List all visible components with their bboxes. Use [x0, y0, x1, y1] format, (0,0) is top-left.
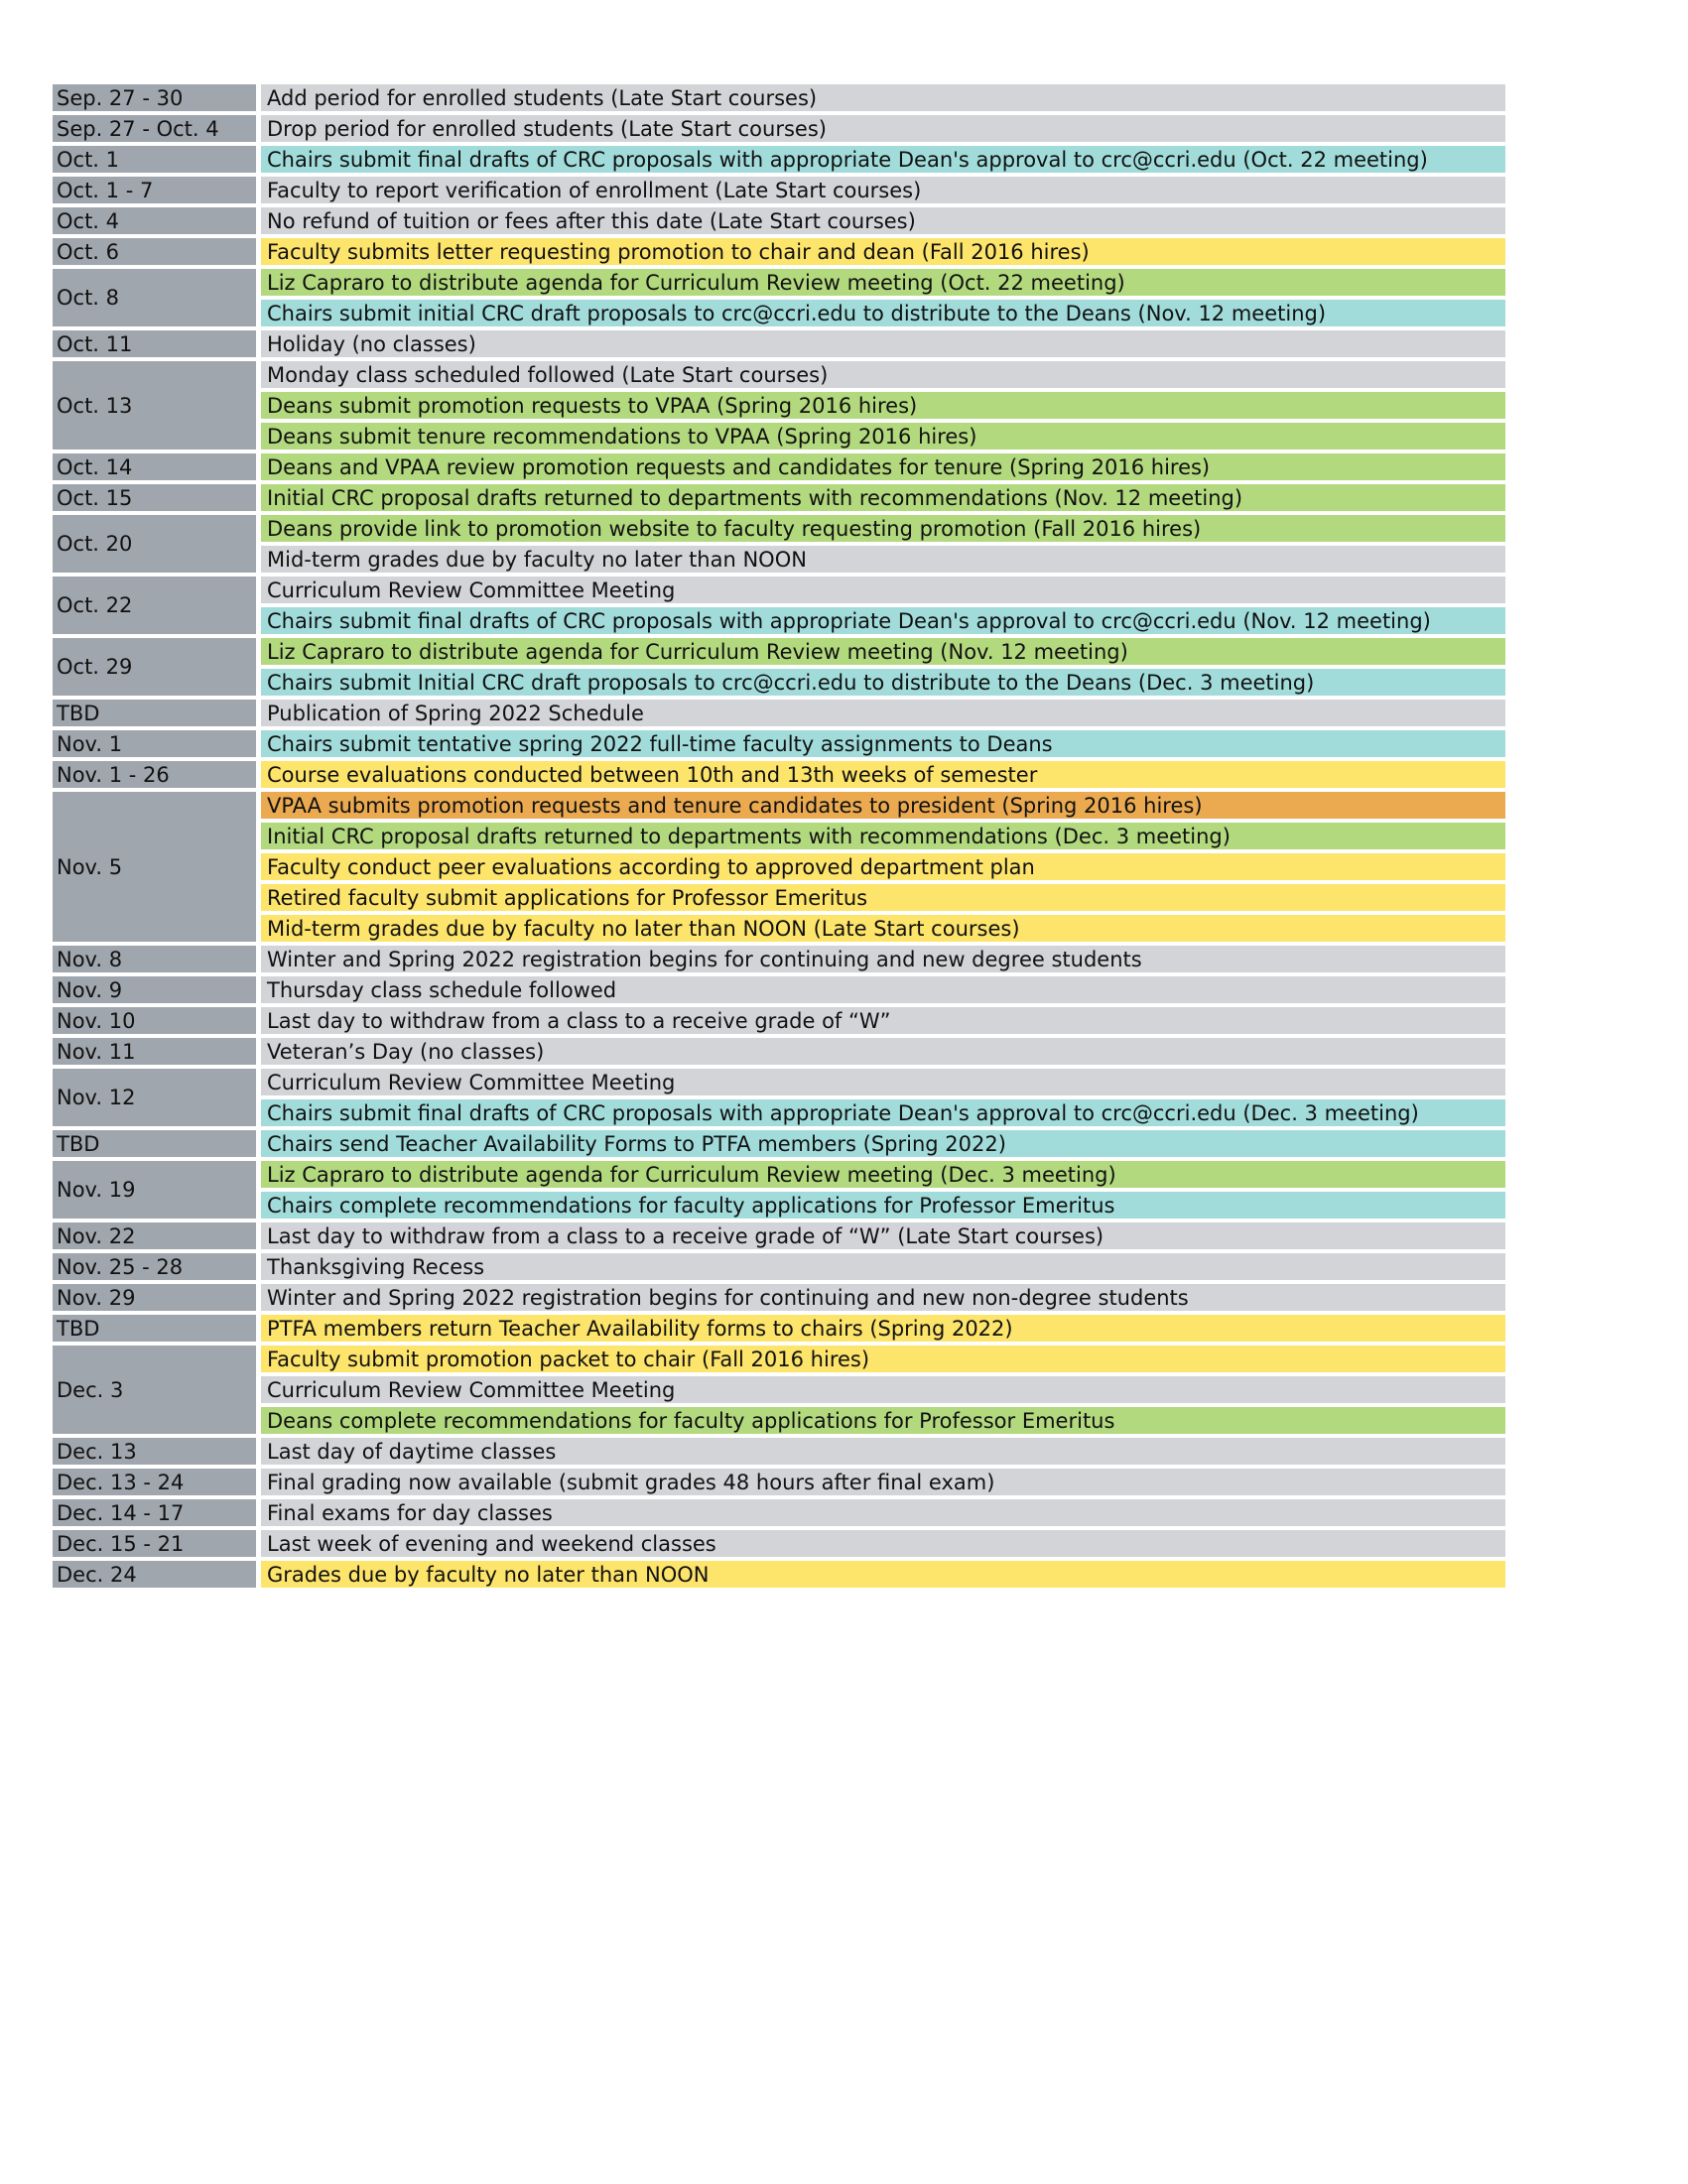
event-cell: Winter and Spring 2022 registration begins for continuing and new degree students — [261, 946, 1505, 976]
date-cell: Oct. 8 — [53, 269, 256, 330]
event-cell: Liz Capraro to distribute agenda for Curriculum Review meeting (Oct. 22 meeting) — [261, 269, 1505, 300]
calendar-row — [53, 177, 1505, 207]
calendar-row — [53, 792, 1505, 823]
calendar-row — [53, 669, 1505, 700]
event-cell: Retired faculty submit applications for Professor Emeritus — [261, 884, 1505, 915]
event-cell: Deans submit tenure recommendations to VPAA (Spring 2016 hires) — [261, 423, 1505, 453]
calendar-row — [53, 300, 1505, 330]
date-cell: Nov. 19 — [53, 1161, 256, 1222]
date-cell: Dec. 13 — [53, 1438, 256, 1469]
calendar-row — [53, 915, 1505, 946]
event-cell: Grades due by faculty no later than NOON — [261, 1561, 1505, 1592]
event-cell: Faculty conduct peer evaluations according to approved department plan — [261, 853, 1505, 884]
event-cell: Last week of evening and weekend classes — [261, 1530, 1505, 1561]
event-cell: PTFA members return Teacher Availability forms to chairs (Spring 2022) — [261, 1315, 1505, 1346]
event-cell: Mid-term grades due by faculty no later than NOON (Late Start courses) — [261, 915, 1505, 946]
calendar-row — [53, 946, 1505, 976]
date-cell: Nov. 22 — [53, 1222, 256, 1253]
calendar-row — [53, 853, 1505, 884]
calendar-row — [53, 1346, 1505, 1376]
calendar-row — [53, 330, 1505, 361]
event-cell: Curriculum Review Committee Meeting — [261, 1376, 1505, 1407]
event-cell: Liz Capraro to distribute agenda for Curriculum Review meeting (Nov. 12 meeting) — [261, 638, 1505, 669]
date-cell: Dec. 15 - 21 — [53, 1530, 256, 1561]
event-cell: Mid-term grades due by faculty no later than NOON — [261, 546, 1505, 577]
calendar-row — [53, 761, 1505, 792]
event-cell: Faculty submit promotion packet to chair (Fall 2016 hires) — [261, 1346, 1505, 1376]
date-cell: Dec. 3 — [53, 1346, 256, 1438]
calendar-row — [53, 1315, 1505, 1346]
calendar-row — [53, 515, 1505, 546]
calendar-row — [53, 976, 1505, 1007]
calendar-row — [53, 1438, 1505, 1469]
event-cell: Faculty to report verification of enrollment (Late Start courses) — [261, 177, 1505, 207]
date-cell: Dec. 24 — [53, 1561, 256, 1592]
event-cell: No refund of tuition or fees after this date (Late Start courses) — [261, 207, 1505, 238]
date-cell: Oct. 4 — [53, 207, 256, 238]
date-cell: Oct. 20 — [53, 515, 256, 577]
date-cell: Nov. 1 - 26 — [53, 761, 256, 792]
calendar-body — [53, 84, 1505, 1592]
calendar-row — [53, 207, 1505, 238]
calendar-row — [53, 730, 1505, 761]
date-cell: Dec. 14 - 17 — [53, 1499, 256, 1530]
date-cell: Nov. 1 — [53, 730, 256, 761]
date-cell: Nov. 5 — [53, 792, 256, 946]
event-cell: Last day of daytime classes — [261, 1438, 1505, 1469]
event-cell: Final grading now available (submit grades 48 hours after final exam) — [261, 1469, 1505, 1499]
calendar-row — [53, 884, 1505, 915]
calendar-row — [53, 1192, 1505, 1222]
date-cell: TBD — [53, 700, 256, 730]
date-cell: Oct. 6 — [53, 238, 256, 269]
event-cell: Curriculum Review Committee Meeting — [261, 1069, 1505, 1099]
event-cell: Publication of Spring 2022 Schedule — [261, 700, 1505, 730]
date-cell: Nov. 11 — [53, 1038, 256, 1069]
event-cell: Chairs submit final drafts of CRC proposals with appropriate Dean's approval to crc@ccri.edu (Oct. 22 meeting) — [261, 146, 1505, 177]
calendar-row — [53, 269, 1505, 300]
calendar-row — [53, 1530, 1505, 1561]
calendar-row — [53, 1069, 1505, 1099]
calendar-row — [53, 823, 1505, 853]
event-cell: Last day to withdraw from a class to a receive grade of “W” (Late Start courses) — [261, 1222, 1505, 1253]
event-cell: Add period for enrolled students (Late Start courses) — [261, 84, 1505, 115]
date-cell: TBD — [53, 1315, 256, 1346]
date-cell: Oct. 29 — [53, 638, 256, 700]
date-cell: Oct. 22 — [53, 577, 256, 638]
event-cell: Initial CRC proposal drafts returned to departments with recommendations (Nov. 12 meeting) — [261, 484, 1505, 515]
event-cell: Last day to withdraw from a class to a receive grade of “W” — [261, 1007, 1505, 1038]
calendar-row — [53, 423, 1505, 453]
event-cell: Deans and VPAA review promotion requests and candidates for tenure (Spring 2016 hires) — [261, 453, 1505, 484]
event-cell: Liz Capraro to distribute agenda for Curriculum Review meeting (Dec. 3 meeting) — [261, 1161, 1505, 1192]
event-cell: Holiday (no classes) — [261, 330, 1505, 361]
calendar-row — [53, 577, 1505, 607]
date-cell: Oct. 11 — [53, 330, 256, 361]
event-cell: Deans provide link to promotion website to faculty requesting promotion (Fall 2016 hires) — [261, 515, 1505, 546]
event-cell: Chairs submit initial CRC draft proposals to crc@ccri.edu to distribute to the Deans (Nov. 12 meeting) — [261, 300, 1505, 330]
calendar-row — [53, 1469, 1505, 1499]
date-cell: Oct. 14 — [53, 453, 256, 484]
calendar-row — [53, 1099, 1505, 1130]
event-cell: Final exams for day classes — [261, 1499, 1505, 1530]
event-cell: Chairs submit final drafts of CRC proposals with appropriate Dean's approval to crc@ccri.edu (Dec. 3 meeting) — [261, 1099, 1505, 1130]
event-cell: Course evaluations conducted between 10th and 13th weeks of semester — [261, 761, 1505, 792]
date-cell: Nov. 25 - 28 — [53, 1253, 256, 1284]
event-cell: Winter and Spring 2022 registration begins for continuing and new non-degree students — [261, 1284, 1505, 1315]
date-cell: Oct. 1 — [53, 146, 256, 177]
calendar-row — [53, 546, 1505, 577]
calendar-row — [53, 84, 1505, 115]
date-cell: Dec. 13 - 24 — [53, 1469, 256, 1499]
event-cell: Faculty submits letter requesting promotion to chair and dean (Fall 2016 hires) — [261, 238, 1505, 269]
event-cell: Veteran’s Day (no classes) — [261, 1038, 1505, 1069]
date-cell: TBD — [53, 1130, 256, 1161]
event-cell: Thanksgiving Recess — [261, 1253, 1505, 1284]
date-cell: Nov. 10 — [53, 1007, 256, 1038]
calendar-row — [53, 1499, 1505, 1530]
calendar-row — [53, 1376, 1505, 1407]
date-cell: Oct. 15 — [53, 484, 256, 515]
calendar-row — [53, 1038, 1505, 1069]
calendar-row — [53, 238, 1505, 269]
event-cell: Initial CRC proposal drafts returned to departments with recommendations (Dec. 3 meeting) — [261, 823, 1505, 853]
date-cell: Nov. 29 — [53, 1284, 256, 1315]
calendar-row — [53, 361, 1505, 392]
calendar-row — [53, 1222, 1505, 1253]
event-cell: Deans complete recommendations for faculty applications for Professor Emeritus — [261, 1407, 1505, 1438]
academic-calendar-table — [53, 84, 1505, 1592]
event-cell: Curriculum Review Committee Meeting — [261, 577, 1505, 607]
event-cell: Monday class scheduled followed (Late Start courses) — [261, 361, 1505, 392]
calendar-row — [53, 700, 1505, 730]
calendar-row — [53, 638, 1505, 669]
date-cell: Oct. 13 — [53, 361, 256, 453]
event-cell: Deans submit promotion requests to VPAA (Spring 2016 hires) — [261, 392, 1505, 423]
event-cell: Chairs submit Initial CRC draft proposals to crc@ccri.edu to distribute to the Deans (Dec. 3 meeting) — [261, 669, 1505, 700]
date-cell: Sep. 27 - 30 — [53, 84, 256, 115]
calendar-row — [53, 115, 1505, 146]
date-cell: Nov. 9 — [53, 976, 256, 1007]
event-cell: Chairs submit final drafts of CRC proposals with appropriate Dean's approval to crc@ccri.edu (Nov. 12 meeting) — [261, 607, 1505, 638]
calendar-row — [53, 392, 1505, 423]
calendar-row — [53, 146, 1505, 177]
date-cell: Nov. 8 — [53, 946, 256, 976]
calendar-row — [53, 607, 1505, 638]
date-cell: Oct. 1 - 7 — [53, 177, 256, 207]
calendar-row — [53, 484, 1505, 515]
calendar-row — [53, 453, 1505, 484]
calendar-row — [53, 1407, 1505, 1438]
date-cell: Nov. 12 — [53, 1069, 256, 1130]
calendar-row — [53, 1561, 1505, 1592]
event-cell: Thursday class schedule followed — [261, 976, 1505, 1007]
calendar-row — [53, 1007, 1505, 1038]
date-cell: Sep. 27 - Oct. 4 — [53, 115, 256, 146]
event-cell: Drop period for enrolled students (Late Start courses) — [261, 115, 1505, 146]
calendar-row — [53, 1284, 1505, 1315]
calendar-row — [53, 1161, 1505, 1192]
event-cell: Chairs submit tentative spring 2022 full-time faculty assignments to Deans — [261, 730, 1505, 761]
event-cell: Chairs complete recommendations for faculty applications for Professor Emeritus — [261, 1192, 1505, 1222]
calendar-row — [53, 1253, 1505, 1284]
event-cell: Chairs send Teacher Availability Forms to PTFA members (Spring 2022) — [261, 1130, 1505, 1161]
event-cell: VPAA submits promotion requests and tenure candidates to president (Spring 2016 hires) — [261, 792, 1505, 823]
calendar-row — [53, 1130, 1505, 1161]
